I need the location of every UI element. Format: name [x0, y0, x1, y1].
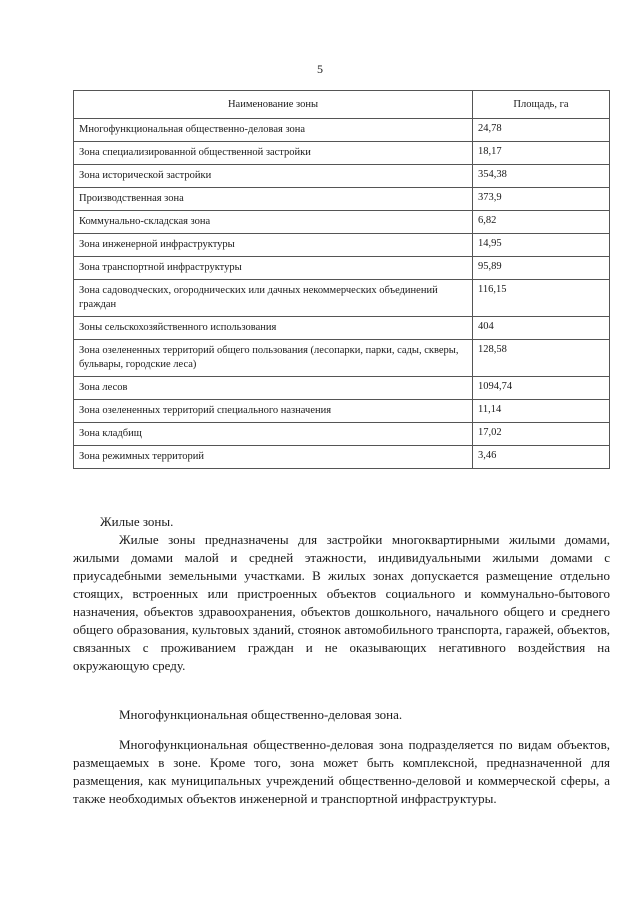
zone-area-cell: 95,89: [472, 257, 609, 280]
table-row: [74, 317, 610, 340]
zone-name-cell: Зоны сельскохозяйственного использования: [74, 317, 473, 340]
zone-name-cell: Зона лесов: [74, 377, 473, 400]
table-header-row: [74, 91, 610, 119]
zone-name-cell: Коммунально-складская зона: [74, 211, 473, 234]
table-row: [74, 188, 610, 211]
zone-area-cell: 404: [472, 317, 609, 340]
zone-name-cell: Зона режимных территорий: [74, 446, 473, 469]
zone-name-cell: Зона транспортной инфраструктуры: [74, 257, 473, 280]
table-row: [74, 423, 610, 446]
zone-area-cell: 14,95: [472, 234, 609, 257]
zone-name-cell: Зона озелененных территорий общего пользования (лесопарки, парки, сады, скверы, бульвары, городские леса): [74, 340, 473, 377]
zones-table-body: [74, 119, 610, 469]
page-number: 5: [317, 62, 323, 76]
zone-area-cell: 17,02: [472, 423, 609, 446]
column-header-zone-name: Наименование зоны: [74, 91, 473, 119]
zone-name-cell: Зона садоводческих, огороднических или дачных некоммерческих объединений граждан: [74, 280, 473, 317]
zone-name-cell: Зона озелененных территорий специального назначения: [74, 400, 473, 423]
table-row: [74, 446, 610, 469]
business-section: [73, 706, 610, 808]
business-heading: Многофункциональная общественно-деловая зона.: [119, 707, 403, 722]
zone-name-cell: Зона исторической застройки: [74, 165, 473, 188]
zone-name-cell: Производственная зона: [74, 188, 473, 211]
table-row: [74, 400, 610, 423]
table-row: [74, 119, 610, 142]
residential-paragraph: Жилые зоны предназначены для застройки многоквартирными жилыми домами, жилыми домами малой и средней этажности, индивидуальными жилыми домами с приусадебными земельными участками. В жилых зонах допускается размещение отдельно стоящих, встроенных или пристроенных объектов социального и коммунально-бытового назначения, объектов здравоохранения, объектов дошкольного, начального общего и среднего общего образования, культовых зданий, стоянок автомобильного транспорта, гаражей, объектов, связанных с проживанием граждан и не оказывающих негативного воздействия на окружающую среду.: [73, 532, 610, 673]
zones-table: [73, 90, 610, 469]
zone-area-cell: 18,17: [472, 142, 609, 165]
zone-area-cell: 128,58: [472, 340, 609, 377]
zone-name-cell: Зона специализированной общественной застройки: [74, 142, 473, 165]
table-row: [74, 257, 610, 280]
zone-area-cell: 11,14: [472, 400, 609, 423]
zone-area-cell: 116,15: [472, 280, 609, 317]
table-row: [74, 234, 610, 257]
zone-area-cell: 6,82: [472, 211, 609, 234]
table-row: [74, 377, 610, 400]
zone-area-cell: 24,78: [472, 119, 609, 142]
table-row: [74, 165, 610, 188]
residential-heading: Жилые зоны.: [100, 514, 174, 529]
table-row: [74, 211, 610, 234]
table-row: [74, 340, 610, 377]
business-paragraph: Многофункциональная общественно-деловая зона подразделяется по видам объектов, размещаемых в зоне. Кроме того, зона может быть комплексной, предназначенной для размещения, как муниципальных учреждений общественно-деловой и коммерческой сферы, а также необходимых объектов инженерной и транспортной инфраструктуры.: [73, 737, 610, 806]
table-row: [74, 280, 610, 317]
table-row: [74, 142, 610, 165]
residential-section: [73, 513, 610, 675]
zone-name-cell: Многофункциональная общественно-деловая зона: [74, 119, 473, 142]
zone-area-cell: 3,46: [472, 446, 609, 469]
zone-area-cell: 373,9: [472, 188, 609, 211]
zone-area-cell: 1094,74: [472, 377, 609, 400]
column-header-area: Площадь, га: [472, 91, 609, 119]
zone-name-cell: Зона инженерной инфраструктуры: [74, 234, 473, 257]
zone-name-cell: Зона кладбищ: [74, 423, 473, 446]
zone-area-cell: 354,38: [472, 165, 609, 188]
